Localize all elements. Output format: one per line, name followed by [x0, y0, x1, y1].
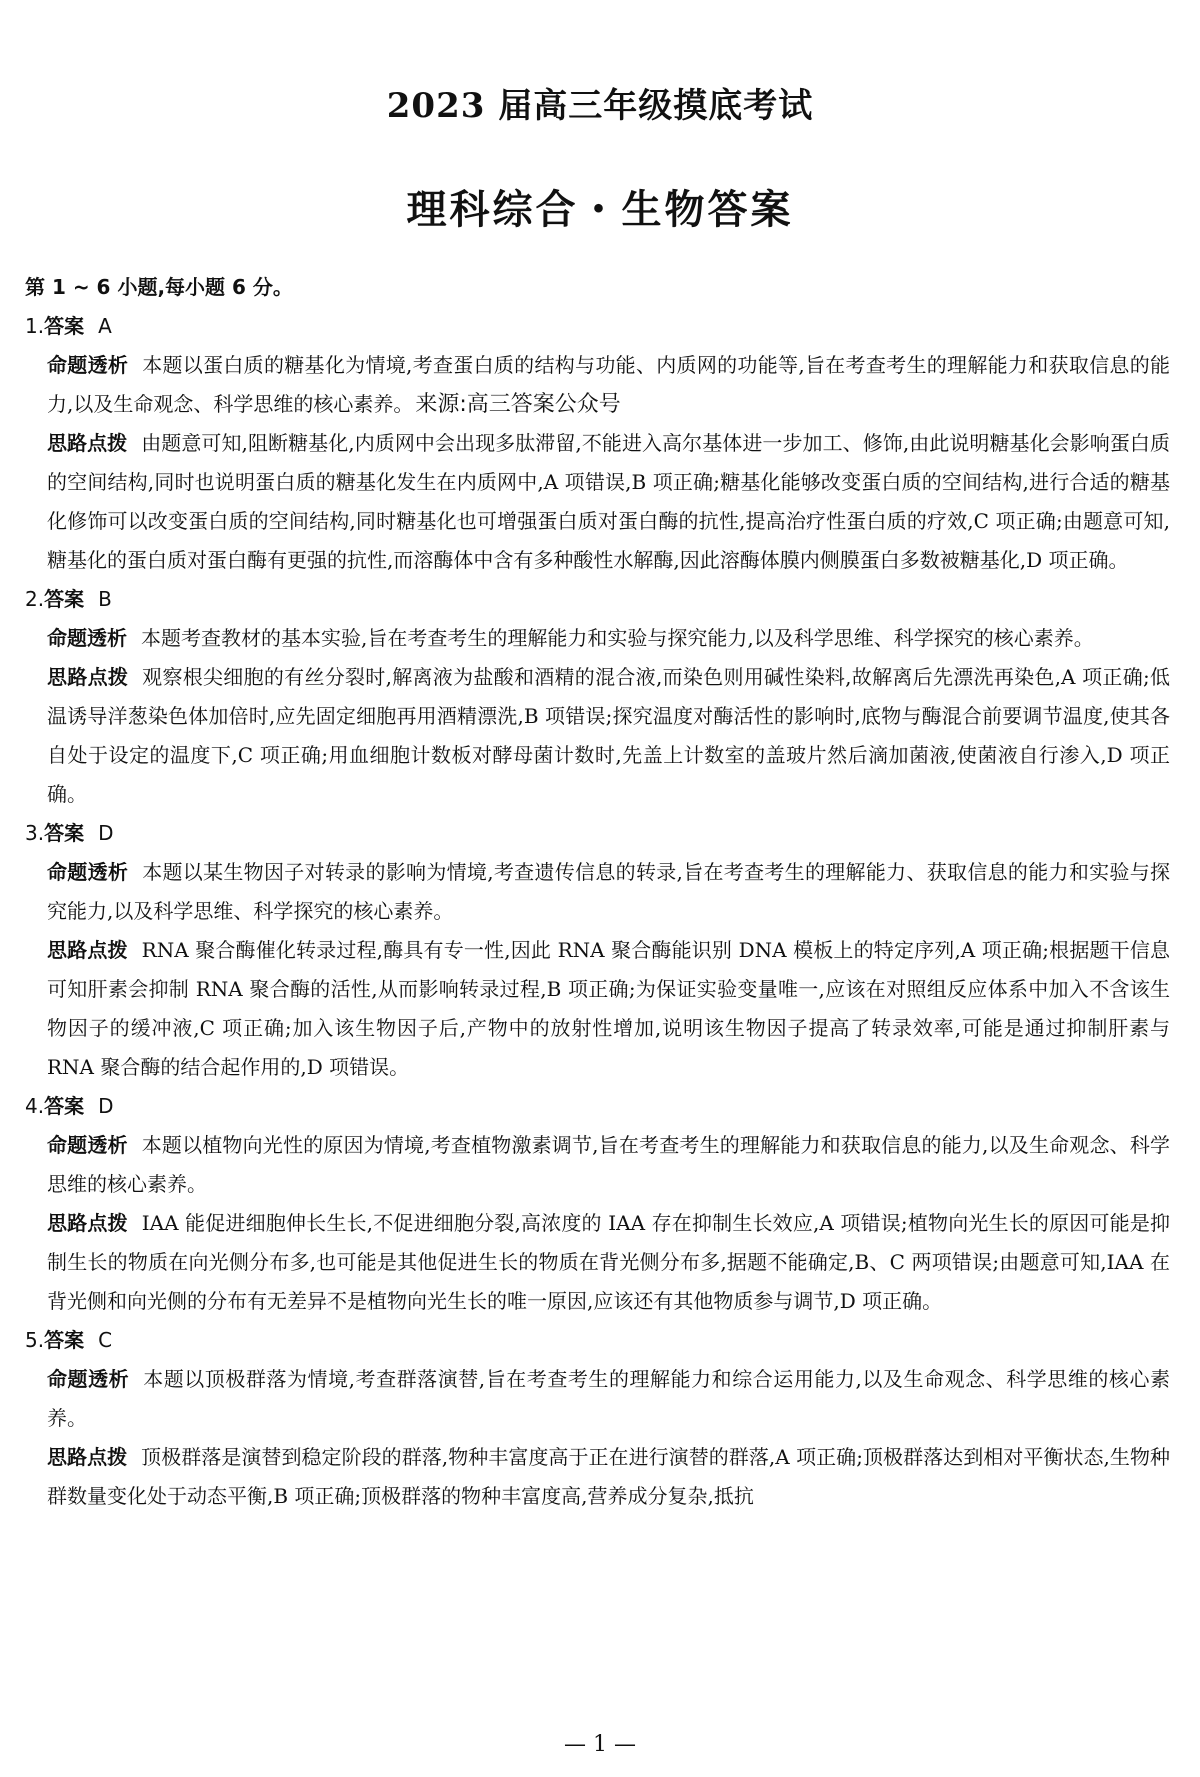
answer-label: 答案: [44, 587, 85, 611]
analysis-paragraph: [47, 424, 1170, 580]
insight-text: 本题考查教材的基本实验,旨在考查考生的理解能力和实验与探究能力,以及科学思维、科学探究的核心素养。: [141, 626, 1094, 650]
question-block-2: [25, 580, 1170, 814]
question-number: 3.: [25, 821, 45, 845]
insight-paragraph: [47, 346, 1170, 424]
subject-title: 理科综合・生物答案: [406, 187, 794, 233]
insight-paragraph: [47, 1360, 1170, 1438]
analysis-text: RNA 聚合酶催化转录过程,酶具有专一性,因此 RNA 聚合酶能识别 DNA 模板上的特定序列,A 项正确;根据题干信息可知肝素会抑制 RNA 聚合酶的活性,从而影响转录过程,B 项正确;为保证实验变量唯一,应该在对照组反应体系中加入不含该生物因子的缓冲液,C 项正确;加入该生物因子后,产物中的放射性增加,说明该生物因子提高了转录效率,可能是通过抑制肝素与 RNA 聚合酶的结合起作用的,D 项错误。: [47, 938, 1170, 1079]
insight-paragraph: [47, 1126, 1170, 1204]
insight-text: 本题以植物向光性的原因为情境,考查植物激素调节,旨在考查考生的理解能力和获取信息的能力,以及生命观念、科学思维的核心素养。: [47, 1133, 1171, 1196]
answer-label: 答案: [44, 314, 85, 338]
answer-line: [25, 580, 1170, 619]
question-block-5: [25, 1321, 1170, 1516]
question-number: 1.: [25, 314, 45, 338]
insight-text: 本题以某生物因子对转录的影响为情境,考查遗传信息的转录,旨在考查考生的理解能力、获取信息的能力和实验与探究能力,以及科学思维、科学探究的核心素养。: [47, 860, 1170, 923]
answer-label: 答案: [44, 821, 85, 845]
analysis-paragraph: [47, 1204, 1170, 1321]
answer-value: C: [98, 1328, 113, 1352]
insight-label: 命题透析: [47, 626, 127, 650]
insight-paragraph: [47, 619, 1170, 658]
answer-label: 答案: [44, 1094, 85, 1118]
analysis-text: 顶极群落是演替到稳定阶段的群落,物种丰富度高于正在进行演替的群落,A 项正确;顶极群落达到相对平衡状态,生物种群数量变化处于动态平衡,B 项正确;顶极群落的物种丰富度高,营养成分复杂,抵抗: [47, 1445, 1170, 1508]
exam-title: 2023 届高三年级摸底考试: [386, 86, 814, 126]
answer-label: 答案: [44, 1328, 85, 1352]
answer-value: D: [98, 1094, 114, 1118]
analysis-label: 思路点拨: [47, 665, 129, 689]
analysis-paragraph: [47, 658, 1170, 814]
insight-paragraph: [47, 853, 1170, 931]
question-block-4: [25, 1087, 1170, 1321]
insight-label: 命题透析: [47, 353, 129, 377]
answer-line: [25, 1087, 1170, 1126]
analysis-text: 由题意可知,阻断糖基化,内质网中会出现多肽滞留,不能进入高尔基体进一步加工、修饰,由此说明糖基化会影响蛋白质的空间结构,同时也说明蛋白质的糖基化发生在内质网中,A 项错误,B 项正确;糖基化能够改变蛋白质的空间结构,进行合适的糖基化修饰可以改变蛋白质的空间结构,同时糖基化也可增强蛋白质对蛋白酶的抗性,提高治疗性蛋白质的疗效,C 项正确;由题意可知,糖基化的蛋白质对蛋白酶有更强的抗性,而溶酶体中含有多种酸性水解酶,因此溶酶体膜内侧膜蛋白多数被糖基化,D 项正确。: [47, 431, 1170, 572]
question-number: 2.: [25, 587, 45, 611]
answer-value: A: [98, 314, 112, 338]
answer-content: [25, 268, 1170, 1516]
analysis-paragraph: [47, 1438, 1170, 1516]
answer-line: [25, 1321, 1170, 1360]
analysis-text: IAA 能促进细胞伸长生长,不促进细胞分裂,高浓度的 IAA 存在抑制生长效应,A 项错误;植物向光生长的原因可能是抑制生长的物质在向光侧分布多,也可能是其他促进生长的物质在背光侧分布多,据题不能确定,B、C 两项错误;由题意可知,IAA 在背光侧和向光侧的分布有无差异不是植物向光生长的唯一原因,应该还有其他物质参与调节,D 项正确。: [47, 1211, 1171, 1313]
insight-label: 命题透析: [47, 860, 129, 884]
analysis-label: 思路点拨: [47, 1211, 128, 1235]
answer-value: B: [98, 587, 112, 611]
analysis-text: 观察根尖细胞的有丝分裂时,解离液为盐酸和酒精的混合液,而染色则用碱性染料,故解离后先漂洗再染色,A 项正确;低温诱导洋葱染色体加倍时,应先固定细胞再用酒精漂洗,B 项错误;探究温度对酶活性的影响时,底物与酶混合前要调节温度,使其各自处于设定的温度下,C 项正确;用血细胞计数板对酵母菌计数时,先盖上计数室的盖玻片然后滴加菌液,使菌液自行渗入,D 项正确。: [47, 665, 1171, 806]
analysis-label: 思路点拨: [47, 938, 128, 962]
question-block-1: [25, 307, 1170, 580]
insight-text: 本题以顶极群落为情境,考查群落演替,旨在考查考生的理解能力和综合运用能力,以及生命观念、科学思维的核心素养。: [47, 1367, 1171, 1430]
insight-text: 本题以蛋白质的糖基化为情境,考查蛋白质的结构与功能、内质网的功能等,旨在考查考生的理解能力和获取信息的能力,以及生命观念、科学思维的核心素养。: [47, 353, 1170, 416]
insight-label: 命题透析: [47, 1367, 130, 1391]
source-note: 来源:高三答案公众号: [415, 392, 621, 417]
analysis-label: 思路点拨: [47, 431, 128, 455]
analysis-paragraph: [47, 931, 1170, 1087]
page-number: — 1 —: [564, 1732, 636, 1757]
question-block-3: [25, 814, 1170, 1087]
section-intro: 第 1 ~ 6 小题,每小题 6 分。: [25, 275, 293, 299]
question-number: 4.: [25, 1094, 45, 1118]
answer-line: [25, 814, 1170, 853]
question-number: 5.: [25, 1328, 45, 1352]
analysis-label: 思路点拨: [47, 1445, 128, 1469]
answer-value: D: [98, 821, 114, 845]
insight-label: 命题透析: [47, 1133, 128, 1157]
answer-line: [25, 307, 1170, 346]
